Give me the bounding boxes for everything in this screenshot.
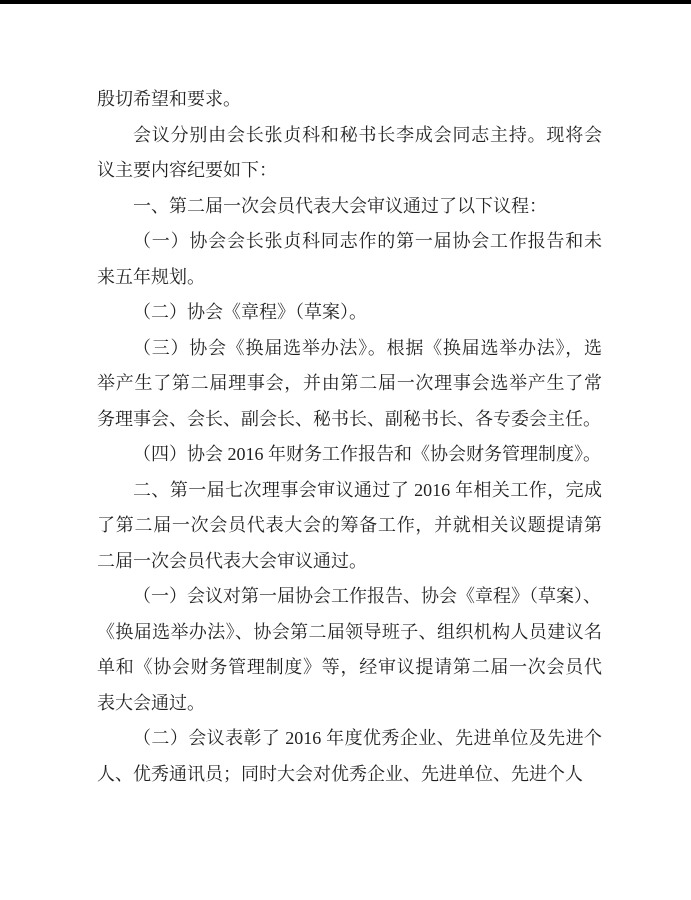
text-line: 议主要内容纪要如下：: [97, 160, 277, 180]
document-body: [97, 82, 602, 792]
scan-edge-artifact: [0, 0, 691, 4]
text-line: 表大会通过。: [97, 692, 205, 713]
text-line: （四）协会 2016 年财务工作报告和《协会财务管理制度》。: [133, 444, 601, 464]
text-line: 来五年规划。: [97, 266, 205, 287]
text-line: （二）会议表彰了 2016 年度优秀企业、先进单位及先进个: [133, 728, 602, 748]
text-line: 人、优秀通讯员；同时大会对优秀企业、先进单位、先进个人: [97, 763, 583, 784]
text-line: （二）协会《章程》（草案）。: [133, 302, 367, 322]
text-line: 一、第二届一次会员代表大会审议通过了以下议程：: [133, 195, 547, 216]
text-line: 举产生了第二届理事会，并由第二届一次理事会选举产生了常: [97, 373, 602, 393]
text-line: 二届一次会员代表大会审议通过。: [97, 550, 367, 571]
text-line: （一）协会会长张贞科同志作的第一届协会工作报告和未: [133, 231, 602, 251]
text-line: 单和《协会财务管理制度》等，经审议提请第二届一次会员代: [97, 657, 602, 677]
text-line: 会议分别由会长张贞科和秘书长李成会同志主持。现将会: [133, 124, 602, 145]
text-line: 务理事会、会长、副会长、秘书长、副秘书长、各专委会主任。: [97, 408, 601, 429]
text-line: 了第二届一次会员代表大会的筹备工作，并就相关议题提请第: [97, 515, 602, 535]
text-line: 《换届选举办法》、协会第二届领导班子、组织机构人员建议名: [97, 621, 602, 642]
text-line: （三）协会《换届选举办法》。根据《换届选举办法》，选: [133, 337, 602, 358]
text-line: 殷切希望和要求。: [97, 89, 241, 109]
text-line: 二、第一届七次理事会审议通过了 2016 年相关工作，完成: [133, 479, 602, 500]
text-line: （一）会议对第一届协会工作报告、协会《章程》（草案）、: [133, 586, 601, 606]
